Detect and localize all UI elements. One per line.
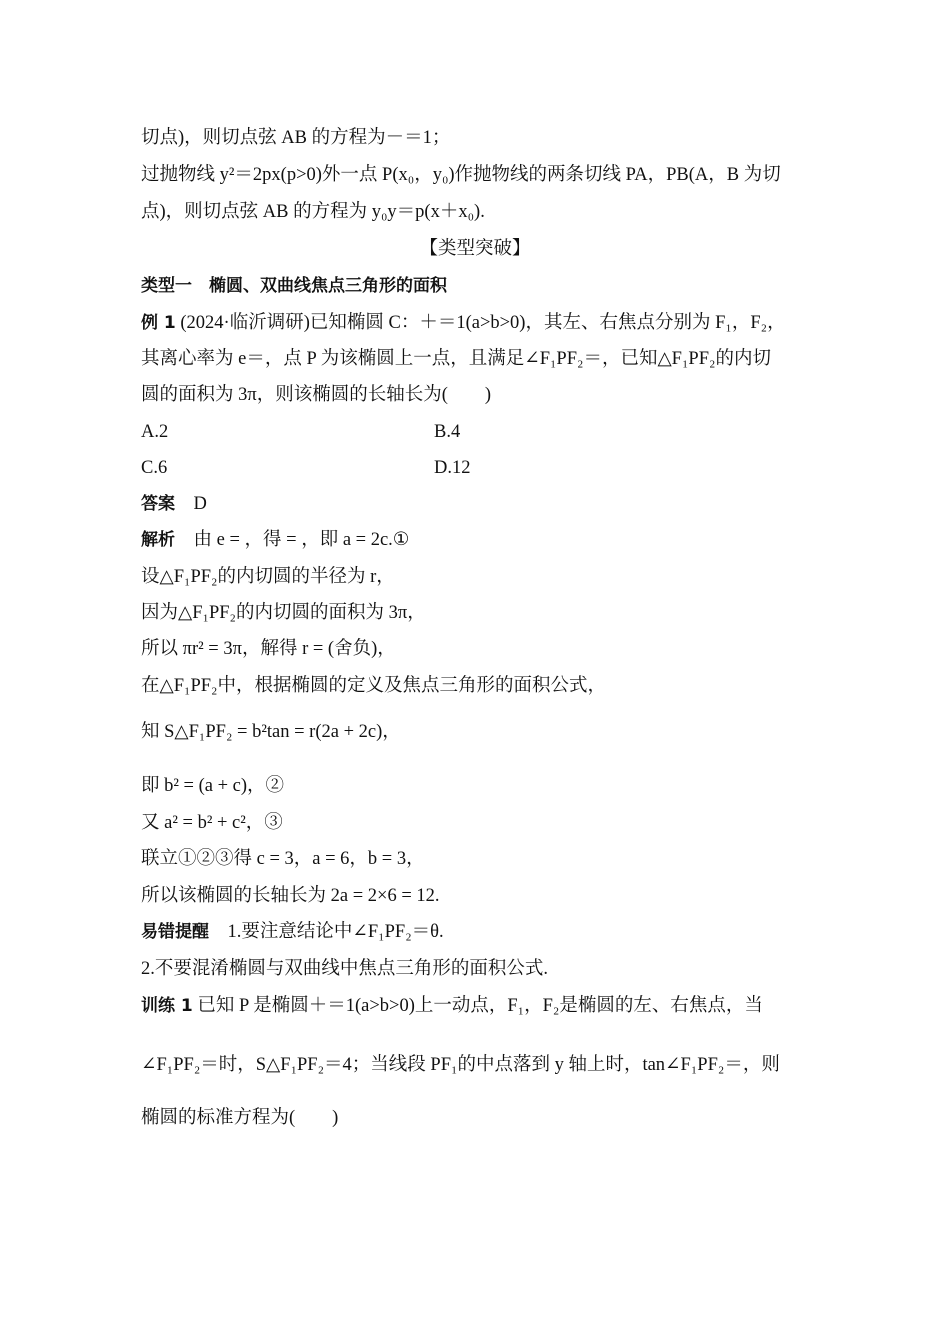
pitfall-line [141,919,444,945]
exercise-text: 已知 P 是椭圆＋＝1(a>b>0)上一动点，F₁，F₂是椭圆的左、右焦点，当 [192,996,763,1016]
example-text: (2024·临沂调研)已知椭圆 C：＋＝1(a>b>0)，其左、右焦点分别为 F₁，F₂， [175,313,786,333]
type-heading: 类型一 椭圆、双曲线焦点三角形的面积 [141,276,447,296]
text-line: 设△F₁PF₂的内切圆的半径为 r， [141,567,395,587]
option-d: D.12 [434,458,471,478]
option-a: A.2 [141,422,169,442]
text-line: 知 S△F₁PF₂ = b²tan = r(2a + 2c)， [141,722,401,742]
text-line: 所以 πr² = 3π，解得 r = (舍负)， [141,639,396,659]
text-line: 在△F₁PF₂中，根据椭圆的定义及焦点三角形的面积公式， [141,676,606,696]
exercise-label: 训练 1 [141,996,193,1016]
text-line: 椭圆的标准方程为( ) [141,1108,339,1128]
example-label: 例 1 [141,313,176,333]
analysis-text: 由 e = ，得 = ，即 a = 2c.① [175,530,410,550]
exercise-line [141,993,763,1019]
text-line: 联立①②③得 c = 3，a = 6，b = 3， [141,849,425,869]
answer-text: D [175,494,207,514]
text-line: 2.不要混淆椭圆与双曲线中焦点三角形的面积公式. [141,959,549,979]
text-line: 即 b² = (a + c)，② [141,776,285,796]
section-heading: 【类型突破】 [419,239,531,259]
answer-label: 答案 [141,494,175,514]
text-line: 所以该椭圆的长轴长为 2a = 2×6 = 12. [141,886,440,906]
text-line: 点)，则切点弦 AB 的方程为 y₀y＝p(x＋x₀). [141,202,485,222]
answer-line [141,491,207,517]
option-b: B.4 [434,422,461,442]
text-line: 圆的面积为 3π，则该椭圆的长轴长为( ) [141,385,492,405]
analysis-label: 解析 [141,530,175,550]
analysis-line [141,527,409,553]
text-line: 切点)，则切点弦 AB 的方程为－＝1； [141,128,451,148]
text-line: 又 a² = b² + c²，③ [141,813,283,833]
text-line: 过抛物线 y²＝2px(p>0)外一点 P(x₀，y₀)作抛物线的两条切线 PA，PB(A，B 为切 [141,165,781,185]
text-line: 其离心率为 e＝，点 P 为该椭圆上一点，且满足∠F₁PF₂＝，已知△F₁PF₂的内切 [141,349,771,369]
pitfall-label: 易错提醒 [141,922,209,942]
example-line [141,310,786,336]
pitfall-text: 1.要注意结论中∠F₁PF₂＝θ. [209,922,444,942]
option-c: C.6 [141,458,168,478]
text-line: ∠F₁PF₂＝时，S△F₁PF₂＝4；当线段 PF₁的中点落到 y 轴上时，tan∠F₁PF₂＝，则 [141,1055,780,1075]
text-line: 因为△F₁PF₂的内切圆的面积为 3π， [141,603,426,623]
